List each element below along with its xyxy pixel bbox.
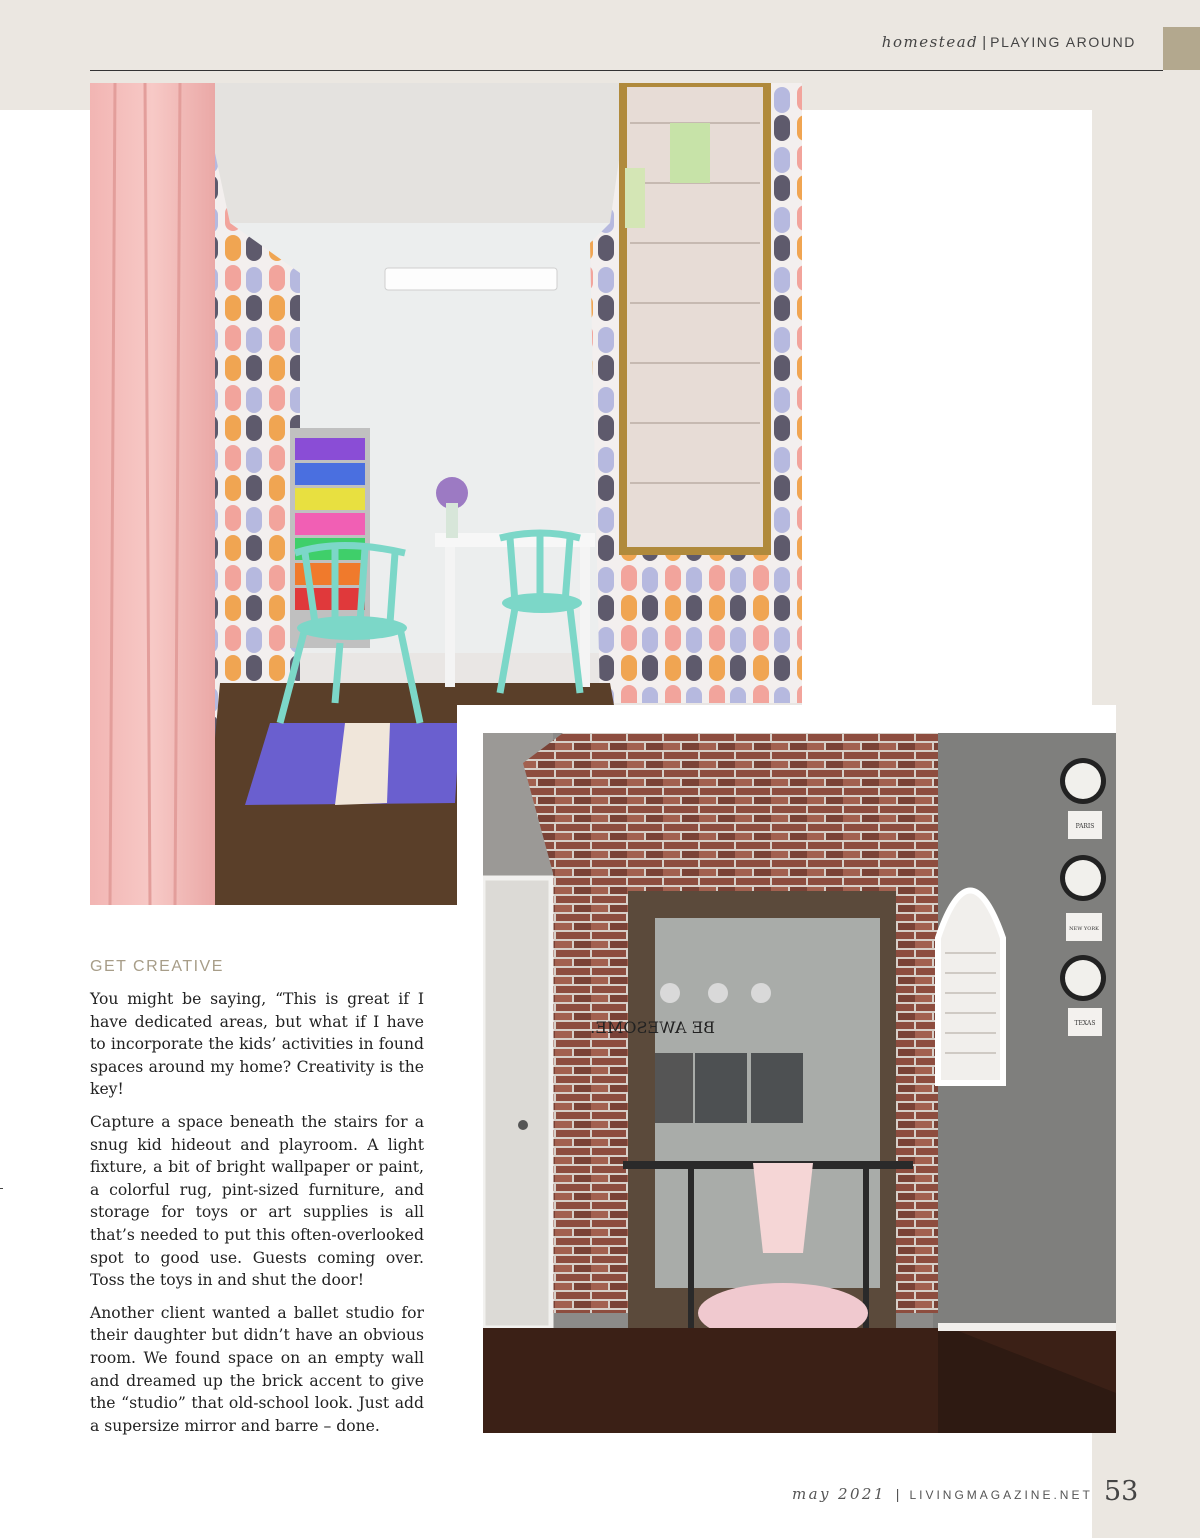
section-tab (1163, 27, 1200, 70)
page-footer (792, 1484, 1093, 1503)
paragraph-2: Capture a space beneath the stairs for a snug kid hideout and playroom. A light fixture, a bit of bright wallpaper or paint, a colorful rug, pint-sized furniture, and storage for toys or art supplies is all that’s needed to put this often-overlooked spot to good use. Guests coming over. Toss the toys in and shut the door! (90, 1112, 424, 1290)
header-section: homestead (881, 33, 979, 51)
photo-frame-top (457, 705, 1116, 733)
header-rule (90, 70, 1163, 71)
paragraph-3: Another client wanted a ballet studio for their daughter but didn’t have an obvious room. We found space on an empty wall and dreamed up the brick accent to give the “studio” that old-school look. Just add a supersize mirror and barre – done. (90, 1303, 424, 1435)
footer-site: LIVINGMAGAZINE.NET (909, 1488, 1093, 1502)
paragraph-1: You might be saying, “This is great if I have dedicated areas, but what if I have to incorporate the kids’ activities in found spaces around my home? Creativity is the key! (90, 990, 424, 1099)
footer-month: may 2021 (792, 1485, 886, 1503)
clock-label-paris: PARIS (1075, 823, 1095, 830)
section-kicker: GET CREATIVE (90, 958, 224, 975)
page-number: 53 (1104, 1476, 1139, 1507)
header-topic: PLAYING AROUND (990, 34, 1136, 50)
running-header (882, 33, 1136, 51)
article-text-column (90, 958, 424, 1447)
footer-separator: | (895, 1486, 900, 1502)
mirror-sign-text: BE AWESOME. (590, 1018, 715, 1037)
header-separator: | (982, 34, 987, 51)
margin-tick (0, 1188, 3, 1189)
clock-label-new-york: NEW YORK (1069, 926, 1099, 932)
clock-label-texas: TEXAS (1074, 1020, 1096, 1027)
ballet-studio-photo (483, 733, 1116, 1433)
photo-frame-left (457, 705, 483, 1433)
